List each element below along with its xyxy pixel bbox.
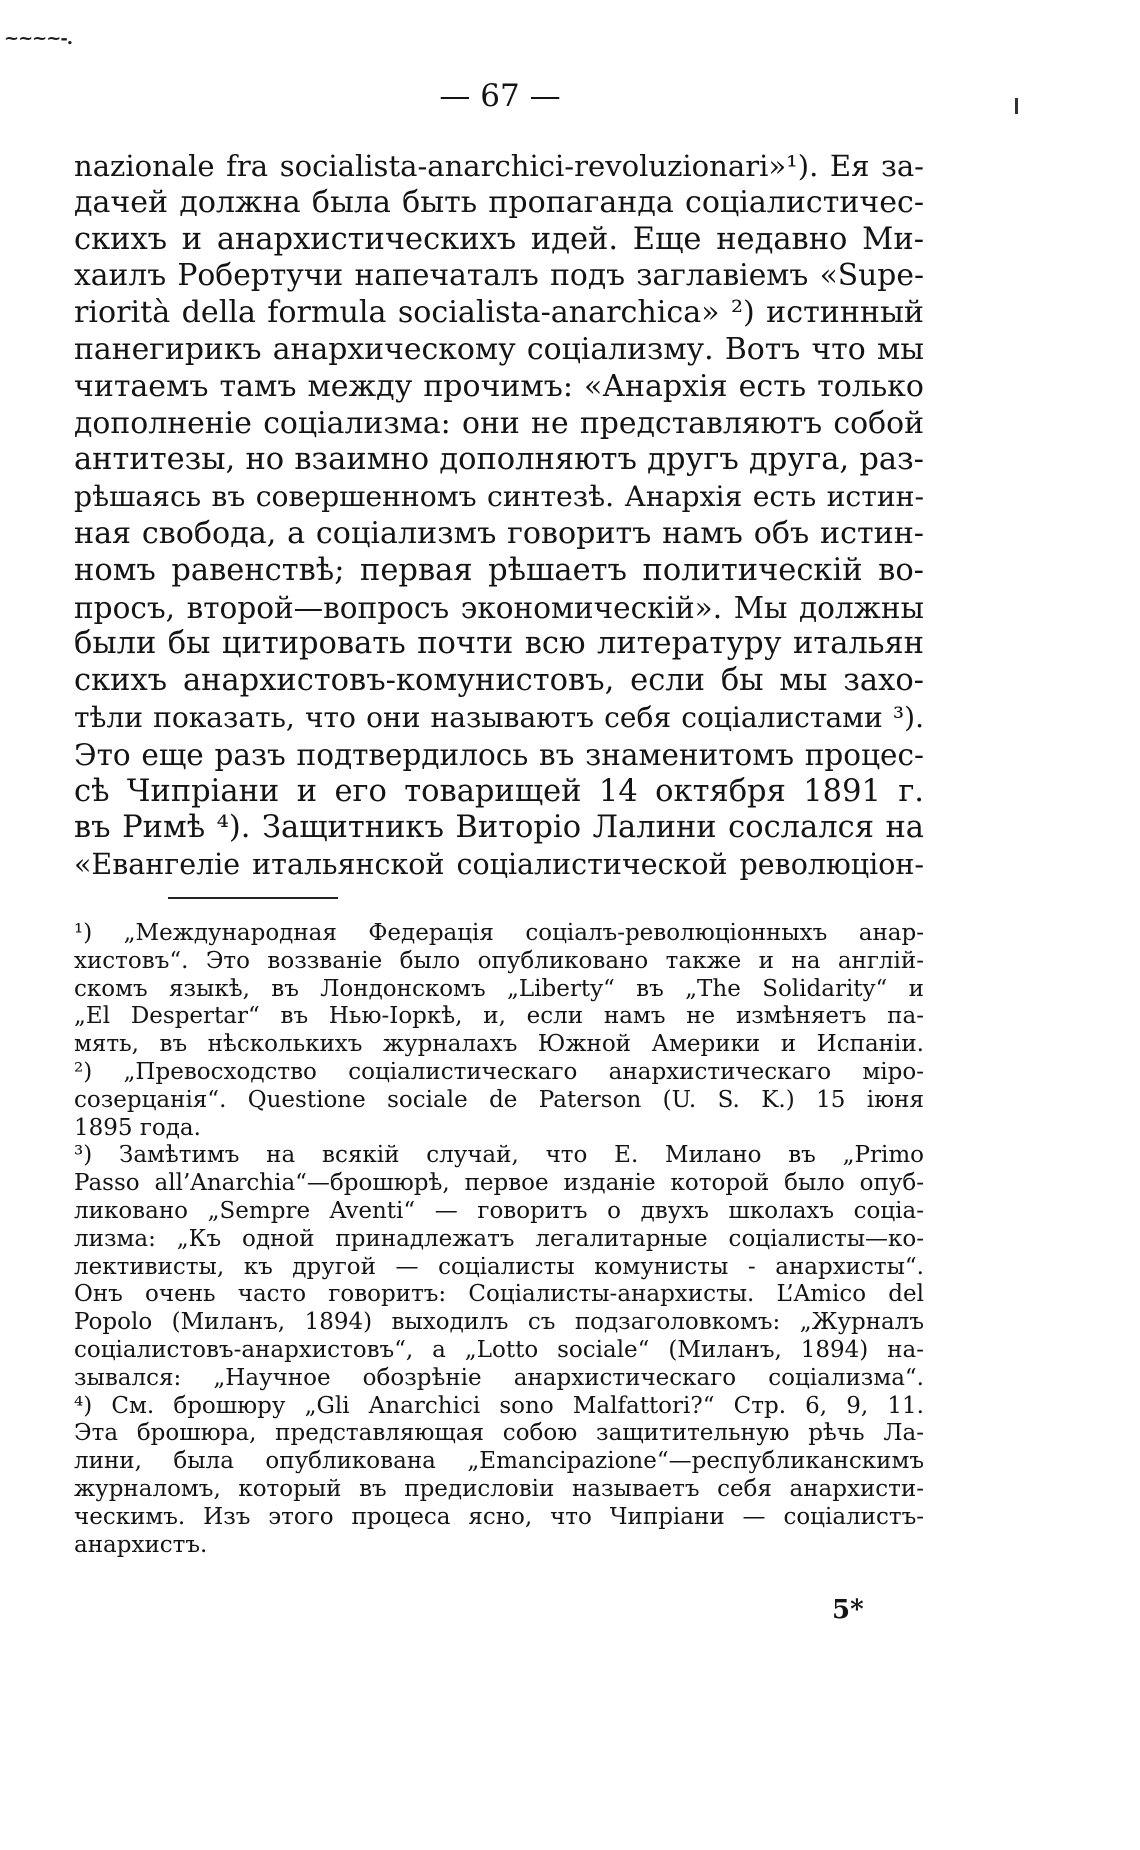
footnote-line: Эта брошюра, представляющая собою защитительную рѣчь Ла- bbox=[74, 1420, 924, 1447]
footnote-2 bbox=[74, 1059, 924, 1142]
margin-tick-mark bbox=[1015, 98, 1018, 114]
footnote-1 bbox=[74, 920, 924, 1059]
text-line: nazionale fra socialista-anarchici-revoluzionari»¹). Ея за- bbox=[74, 149, 924, 183]
text-line: антитезы, но взаимно дополняютъ другъ друга, раз- bbox=[74, 442, 924, 478]
text-line: панегирикъ анархическому соціализму. Вотъ что мы bbox=[74, 331, 924, 367]
footnote-3 bbox=[74, 1142, 924, 1392]
footnote-line: лективисты, къ другой — соціалисты комунисты - анархисты“. bbox=[74, 1253, 924, 1280]
footnote-line: Онъ очень часто говоритъ: Соціалисты-анархисты. L’Amico del bbox=[74, 1281, 924, 1308]
text-line: рѣшаясь въ совершенномъ синтезѣ. Анархія есть истин- bbox=[74, 480, 924, 514]
footnote-divider bbox=[168, 897, 338, 899]
footnote-line: созерцанія“. Questione sociale de Paterson (U. S. K.) 15 іюня bbox=[74, 1086, 924, 1113]
footnote-line: ческимъ. Изъ этого процеса ясно, что Чипріани — соціалистъ- bbox=[74, 1503, 924, 1530]
text-line: дачей должна была быть пропаганда соціалистичес- bbox=[74, 184, 924, 220]
page-number: — 67 — bbox=[439, 78, 561, 114]
footnote-line: ¹) „Международная Федерація соціалъ-революціонныхъ анар- bbox=[74, 920, 924, 946]
footnotes bbox=[74, 920, 924, 1559]
signature-mark: 5* bbox=[832, 1595, 864, 1625]
text-line: сѣ Чипріани и его товарищей 14 октября 1891 г. bbox=[74, 773, 924, 809]
footnote-line: зывался: „Научное обозрѣніе анархистическаго соціализма“. bbox=[74, 1364, 924, 1391]
footnote-4 bbox=[74, 1393, 924, 1560]
text-line: читаемъ тамъ между прочимъ: «Анархія есть только bbox=[74, 368, 924, 404]
footnote-line: „El Despertar“ въ Нью-Іоркѣ, и, если намъ не измѣняетъ па- bbox=[74, 1003, 924, 1030]
text-line: хаилъ Робертучи напечаталъ подъ заглавіемъ «Supe- bbox=[74, 258, 924, 294]
text-line: просъ, второй—вопросъ экономическій». Мы должны bbox=[74, 590, 924, 625]
footnote-line: лини, была опубликована „Emancipazione“—республиканскимъ bbox=[74, 1448, 924, 1475]
footnote-line: ликовано „Sempre Aventi“ — говоритъ о двухъ школахъ соціа- bbox=[74, 1197, 924, 1224]
text-line: «Евангеліе итальянской соціалистической революціон- bbox=[74, 848, 924, 882]
text-line: скихъ и анархистическихъ идей. Еще недавно Ми- bbox=[74, 221, 924, 257]
footnote-line: ⁴) См. брошюру „Gli Anarchici sono Malfattori?“ Стр. 6, 9, 11. bbox=[74, 1392, 924, 1419]
footnote-line: хистовъ“. Это воззваніе было опубликовано также и на англій- bbox=[74, 947, 924, 974]
text-line: скихъ анархистовъ-комунистовъ, если бы мы захо- bbox=[74, 663, 924, 699]
footnote-line: ³) Замѣтимъ на всякій случай, что Е. Милано въ „Primo bbox=[74, 1142, 924, 1169]
footnote-line: мять, въ нѣсколькихъ журналахъ Южной Америки и Испаніи. bbox=[74, 1031, 924, 1058]
footnote-line: лизма: „Къ одной принадлежатъ легалитарные соціалисты—ко- bbox=[74, 1225, 924, 1252]
text-line: тѣли показать, что они называютъ себя соціалистами ³). bbox=[74, 700, 924, 734]
text-line: ная свобода, а соціализмъ говоритъ намъ объ истин- bbox=[74, 515, 924, 551]
text-line: riorità della formula socialista-anarchica» ²) истинный bbox=[74, 295, 924, 331]
text-line: Это еще разъ подтвердилось въ знаменитомъ процес- bbox=[74, 737, 924, 772]
footnote-line: Popolo (Миланъ, 1894) выходилъ съ подзаголовкомъ: „Журналъ bbox=[74, 1309, 924, 1336]
footnote-line: анархистъ. bbox=[74, 1531, 208, 1558]
text-line: дополненіе соціализма: они не представляютъ собой bbox=[74, 405, 924, 441]
text-line: въ Римѣ ⁴). Защитникъ Виторіо Лалини сослался на bbox=[74, 810, 924, 846]
text-line: номъ равенствѣ; первая рѣшаетъ политическій во- bbox=[74, 552, 924, 588]
footnote-line: соціалистовъ-анархистовъ“, а „Lotto sociale“ (Миланъ, 1894) на- bbox=[74, 1336, 924, 1363]
main-text bbox=[74, 148, 924, 884]
footnote-line: журналомъ, который въ предисловіи называетъ себя анархисти- bbox=[74, 1475, 924, 1502]
text-line: были бы цитировать почти всю литературу итальян bbox=[74, 626, 924, 662]
footnote-line: Passo all’Anarchia“—брошюрѣ, первое изданіе которой было опуб- bbox=[74, 1170, 924, 1197]
footnote-line: 1895 года. bbox=[74, 1114, 201, 1141]
corner-ink-mark: ~~~~-. bbox=[4, 28, 73, 49]
footnote-line: скомъ языкѣ, въ Лондонскомъ „Liberty“ въ „The Solidarity“ и bbox=[74, 975, 924, 1002]
footnote-line: ²) „Превосходство соціалистическаго анархистическаго міро- bbox=[74, 1058, 924, 1085]
